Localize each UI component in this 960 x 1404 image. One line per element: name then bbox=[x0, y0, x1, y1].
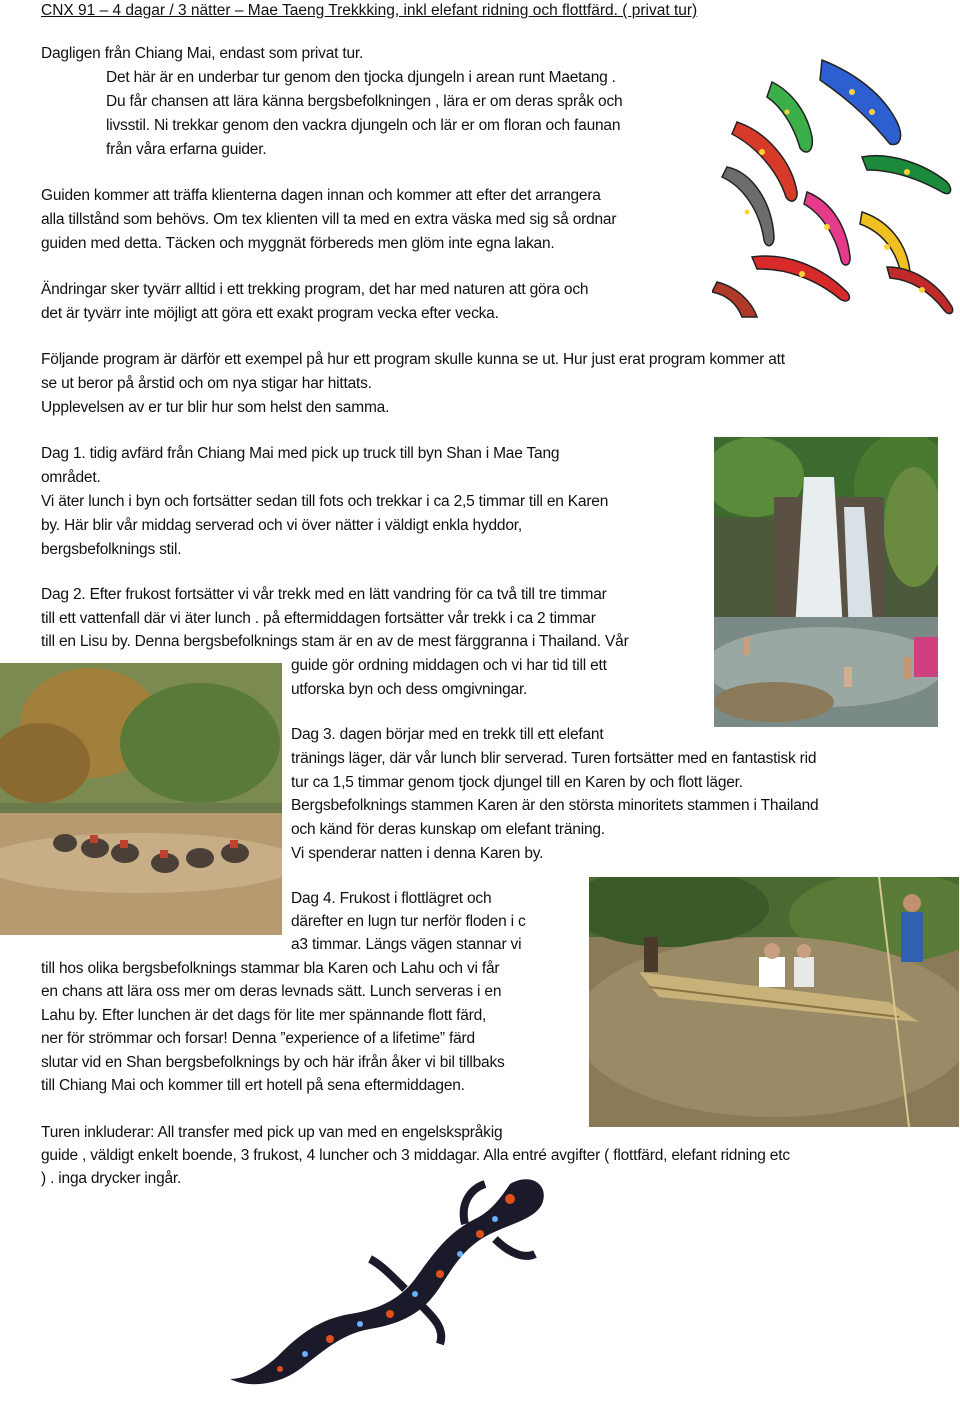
raft-photo-image bbox=[589, 877, 959, 1127]
day4-text: till hos olika bergsbefolknings stammar bla Karen och Lahu och vi får bbox=[41, 960, 500, 977]
day3-text: Vi spenderar natten i denna Karen by. bbox=[291, 845, 544, 862]
day4-text: till Chiang Mai och kommer till ert hotell på sena eftermiddagen. bbox=[41, 1077, 465, 1094]
changes-text: Ändringar sker tyvärr alltid i ett trekking program, det har med naturen att göra och bbox=[41, 281, 589, 298]
day3-text: Bergsbefolknings stammen Karen är den största minoritets stammen i Thailand bbox=[291, 797, 819, 814]
waterfall-photo-icon bbox=[714, 437, 938, 727]
day1-text: bergsbefolknings stil. bbox=[41, 541, 182, 558]
day1-text: Vi äter lunch i byn och fortsätter sedan till fots och trekkar i ca 2,5 timmar till en Karen bbox=[41, 493, 609, 510]
day1-text: Dag 1. tidig avfärd från Chiang Mai med pick up truck till byn Shan i Mae Tang bbox=[41, 445, 560, 462]
waterfall-image bbox=[714, 437, 938, 727]
guide-text: alla tillstånd som behövs. Om tex klienten vill ta med en extra väska med sig så ordnar bbox=[41, 211, 617, 228]
gecko-collage-image bbox=[712, 52, 960, 320]
page-title: CNX 91 – 4 dagar / 3 nätter – Mae Taeng Trekkking, inkl elefant ridning och flottfärd. ( privat tur) bbox=[41, 2, 698, 19]
example-text: Följande program är därför ett exempel på hur ett program skulle kunna se ut. Hur just erat program kommer att bbox=[41, 351, 785, 368]
intro-line: Dagligen från Chiang Mai, endast som privat tur. bbox=[41, 45, 364, 62]
day4-text: Dag 4. Frukost i flottlägret och bbox=[291, 890, 492, 907]
day2-text: Dag 2. Efter frukost fortsätter vi vår trekk med en lätt vandring för ca två till tre timmar bbox=[41, 586, 607, 603]
intro-line: Du får chansen att lära känna bergsbefolkningen , lära er om deras språk och bbox=[106, 93, 623, 110]
day4-text: en chans att lära oss mer om deras levnads sätt. Lunch serveras i en bbox=[41, 983, 502, 1000]
elephant-photo-icon bbox=[0, 663, 282, 935]
day2-text: guide gör ordning middagen och vi har tid till ett bbox=[291, 657, 607, 674]
includes-text: ) . inga drycker ingår. bbox=[41, 1170, 182, 1187]
example-text: se ut beror på årstid och om nya stigar har hittats. bbox=[41, 375, 372, 392]
day3-text: Dag 3. dagen börjar med en trekk till ett elefant bbox=[291, 726, 604, 743]
day3-text: tur ca 1,5 timmar genom tjock djungel till en Karen by och flott läger. bbox=[291, 774, 743, 791]
includes-text: guide , väldigt enkelt boende, 3 frukost, 4 luncher och 3 middagar. Alla entré avgifter ( flottfärd, elefant ridning etc bbox=[41, 1147, 790, 1164]
gecko-collage-icon bbox=[712, 52, 960, 320]
example-text: Upplevelsen av er tur blir hur som helst den samma. bbox=[41, 399, 390, 416]
raft-photo-icon bbox=[589, 877, 959, 1127]
elephant-photo-image bbox=[0, 663, 282, 935]
day4-text: slutar vid en Shan bergsbefolknings by och här ifrån åker vi bil tillbaks bbox=[41, 1054, 505, 1071]
day2-text: till en Lisu by. Denna bergsbefolknings stam är en av de mest färggranna i Thailand. Vår bbox=[41, 633, 629, 650]
intro-line: från våra erfarna guider. bbox=[106, 141, 267, 158]
day3-text: tränings läger, där vår lunch blir serverad. Turen fortsätter med en fantastisk rid bbox=[291, 750, 817, 767]
gecko-logo-image bbox=[210, 1164, 564, 1404]
gecko-silhouette-icon bbox=[210, 1164, 564, 1404]
includes-text: Turen inkluderar: All transfer med pick up van med en engelskspråkig bbox=[41, 1124, 503, 1141]
day4-text: a3 timmar. Längs vägen stannar vi bbox=[291, 936, 522, 953]
day4-text: ner för strömmar och forsar! Denna ”experience of a lifetime” färd bbox=[41, 1030, 475, 1047]
day4-text: Lahu by. Efter lunchen är det dags för lite mer spännande flott färd, bbox=[41, 1007, 487, 1024]
day1-text: området. bbox=[41, 469, 101, 486]
day2-text: till ett vattenfall där vi äter lunch . på eftermiddagen fortsätter vår trekk i ca 2 timmar bbox=[41, 610, 596, 627]
guide-text: guiden med detta. Täcken och myggnät förbereds men glöm inte egna lakan. bbox=[41, 235, 555, 252]
day1-text: by. Här blir vår middag serverad och vi över nätter i väldigt enkla hyddor, bbox=[41, 517, 522, 534]
guide-text: Guiden kommer att träffa klienterna dagen innan och kommer att efter det arrangera bbox=[41, 187, 601, 204]
intro-line: livsstil. Ni trekkar genom den vackra djungeln och lär er om floran och faunan bbox=[106, 117, 621, 134]
day2-text: utforska byn och dess omgivningar. bbox=[291, 681, 528, 698]
day4-text: därefter en lugn tur nerför floden i c bbox=[291, 913, 526, 930]
changes-text: det är tyvärr inte möjligt att göra ett exakt program vecka efter vecka. bbox=[41, 305, 499, 322]
day3-text: och känd för deras kunskap om elefant träning. bbox=[291, 821, 605, 838]
intro-line: Det här är en underbar tur genom den tjocka djungeln i arean runt Maetang . bbox=[106, 69, 616, 86]
